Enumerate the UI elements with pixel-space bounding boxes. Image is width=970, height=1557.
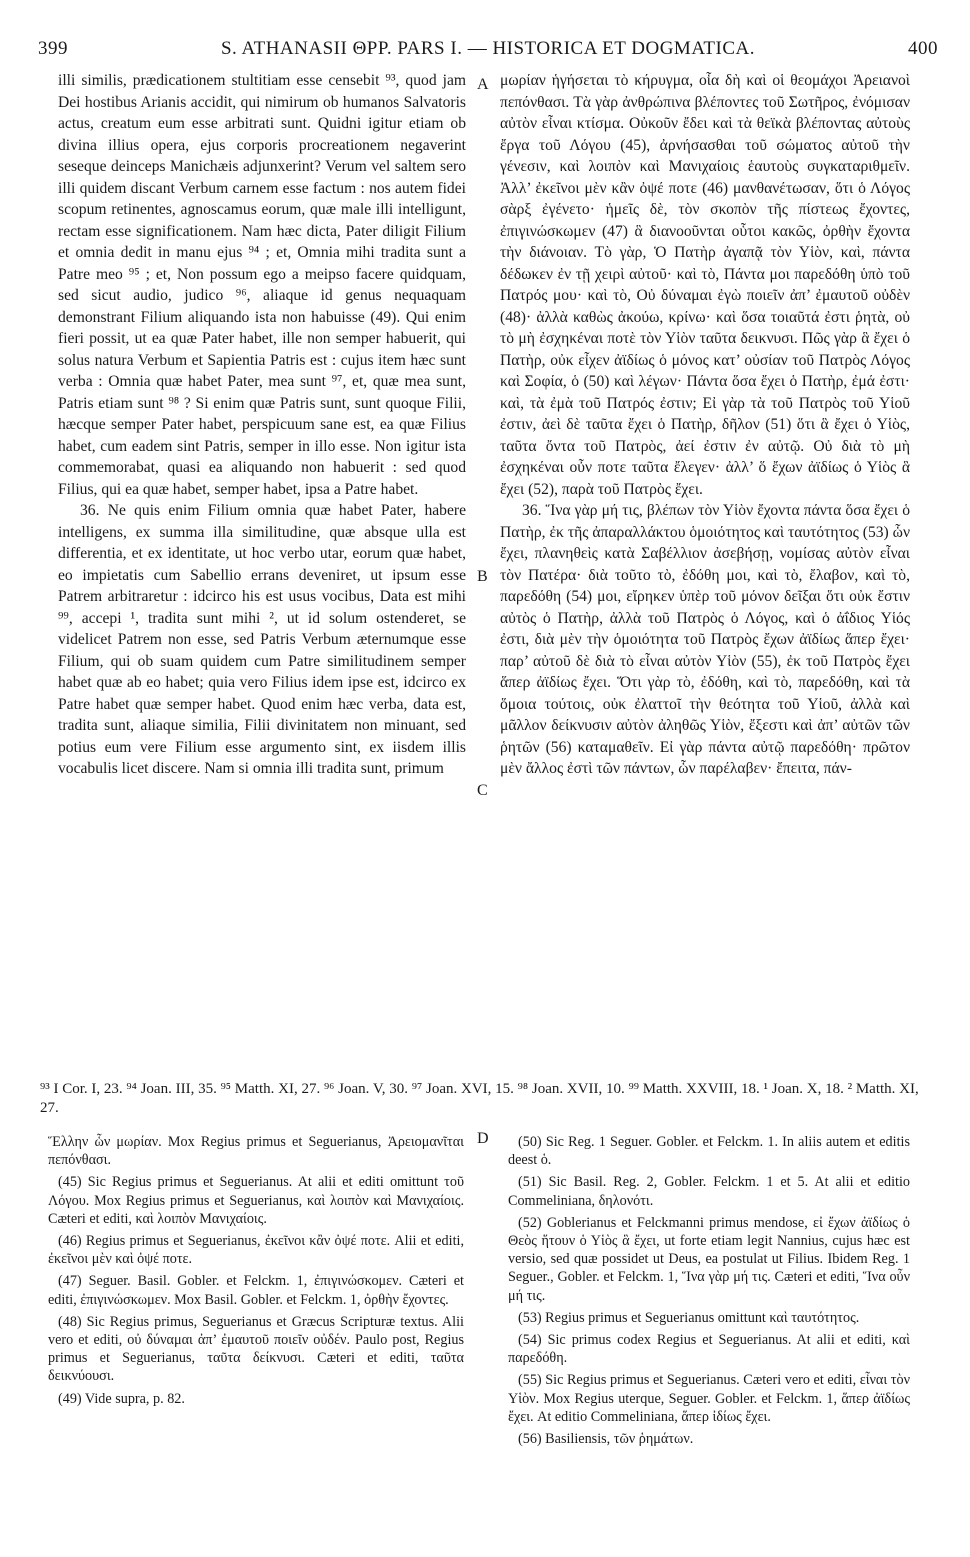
- note-right-51: (51) Sic Basil. Reg. 2, Gobler. Felckm. 1 et 5. At alii et editio Commeliniana, δηλονότι.: [508, 1174, 910, 1209]
- note-left-48: (48) Sic Regius primus, Seguerianus et Græcus Scripturæ textus. Alii vero et editi, οὐ δύναμαι ἀπ’ ἐμαυτοῦ ποιεῖν οὐδέν. Paulo post, Regius primus et Seguerianus, ταῦτα δείκνυσι. Cæteri et editi, ταῦτα δεικνύουσι.: [48, 1313, 464, 1385]
- greek-paragraph-1: μωρίαν ἡγήσεται τὸ κήρυγμα, οἷα δὴ καὶ οἱ θεομάχοι Ἀρειανοὶ πεπόνθασι. Τὰ γὰρ ἀνθρώπινα βλέποντες τοῦ Σωτῆρος, ἐνόμισαν αὐτὸν εἶναι κτίσμα. Οὐκοῦν ἔδει καὶ τὰ θεϊκὰ βλέποντας αὐτοὺς ἔργα τοῦ Λόγου (45), ἀρνήσασθαι τοῦ σώματος αὐτοῦ τὴν γένεσιν, καὶ λοιπὸν καὶ Μανιχαίοις ἑαυτοὺς συγκαταριθμεῖν. Ἀλλ’ ἐκεῖνοι μὲν κἂν ὀψέ ποτε (46) μανθανέτωσαν, ὅτι ὁ Λόγος σὰρξ ἐγένετο· ἡμεῖς δὲ, τὸν σκοπὸν τῆς πίστεως ἔχοντες, ἐπιγινώσκωμεν (47) ἃ διανοοῦνται οὗτοι κακῶς, ὀρθὴν ἔχοντα τὴν διάνοιαν. Τὸ γὰρ, Ὁ Πατὴρ ἀγαπᾷ τὸν Υἱὸν, καὶ, πάντα δέδωκεν ἐν τῇ χειρὶ αὐτοῦ· καὶ τὸ, Πάντα μοι παρεδόθη ὑπὸ τοῦ Πατρός μου· καὶ τὸ, Οὐ δύναμαι ἐγὼ ποιεῖν ἀπ’ ἐμαυτοῦ οὐδὲν (48)· ἀλλὰ καθὼς ἀκούω, κρίνω· καὶ ὅσα τοιαῦτά ἐστι ῥητὰ, οὐ τὸ μὴ ἐσχηκέναι ποτὲ τὸν Υἱὸν ταῦτα δεικνυσι. Πῶς γὰρ ἃ ἔχει ὁ Πατὴρ, οὐκ εἶχεν ἀϊδίως ὁ μόνος κατ’ οὐσίαν τοῦ Πατρὸς Λόγος καὶ Σοφία, ὁ (50) καὶ λέγων· Πάντα ὅσα ἔχει ὁ Πατὴρ, ἐμά ἐστι· καὶ, τὰ ἐμὰ τοῦ Πατρός ἐστιν; Εἰ γὰρ τὰ τοῦ Πατρὸς τοῦ Υἱοῦ ἐστιν, ἀεὶ δὲ ταῦτα ἔχει ὁ Πατὴρ, δῆλον (51) ὅτι ἃ ἔχει ὁ Υἱὸς, ταῦτα ὄντα τοῦ Πατρὸς, ἀεί ἐστιν ἐν αὐτῷ. Οὐ διὰ τὸ μὴ ἐσχηκέναι οὖν ποτε ταῦτα ἔλεγεν· ἀλλ’ ὅ ἔχων ἀϊδίως ὁ Υἱὸς ἃ ἔχει (52), παρὰ τοῦ Πατρὸς ἔχει.: [500, 72, 910, 498]
- note-left-46: (46) Regius primus et Seguerianus, ἐκεῖνοι κἂν ὀψέ ποτε. Alii et editi, ἐκεῖνοι μὲν καὶ ὀψέ ποτε.: [48, 1233, 464, 1268]
- note-left-0: Ἕλλην ὧν μωρίαν. Mox Regius primus et Seguerianus, Ἀρειομανῖται πεπόνθασι.: [48, 1134, 464, 1169]
- margin-mark-d: D: [477, 1130, 489, 1147]
- page-number-left: 399: [38, 38, 68, 59]
- notes-right-column: [508, 1133, 910, 1452]
- note-right-53: (53) Regius primus et Seguerianus omittunt καὶ ταυτότητος.: [518, 1309, 860, 1326]
- note-right-56: (56) Basiliensis, τῶν ῥημάτων.: [518, 1431, 694, 1448]
- note-left-47: (47) Seguer. Basil. Gobler. et Felckm. 1, ἐπιγινώσκομεν. Cæteri et editi, ἐπιγινώσκωμεν. Mox Basil. Gobler. et Felckm. 1, ὀρθὴν ἔχοντες.: [48, 1273, 464, 1308]
- note-left-49: (49) Vide supra, p. 82.: [58, 1390, 185, 1407]
- greek-column: [500, 70, 910, 780]
- latin-paragraph-1: illi similis, prædicationem stultitiam esse censebit ⁹³, quod jam Dei hostibus Arianis accidit, qui nimirum ob humanos Salvatoris actus, creatum eum esse arbitrati sunt. Quidni igitur etiam ob divina illius opera, ejus corporis procreationem negaverint seseque deinceps Manichæis adjunxerint? Verum vel saltem sero illi quidem discant Verbum carnem esse factum : nos autem fidei scopum retinentes, agnoscamus eorum, quæ male illi intelligunt, rectam esse significationem. Nam hæc dicta, Pater diligit Filium et omnia dedit in manu ejus ⁹⁴ ; et, Omnia mihi tradita sunt a Patre meo ⁹⁵ ; et, Non possum ego a meipso facere quidquam, sed sicut audio, judico ⁹⁶, aliaque id genus nequaquam demonstrant Filium aliquando ista non habuisse (49). Qui enim fieri possit, ut ea quæ Pater habet, ille non semper habuerit, qui solus natura Verbum et Sapientia Patris est : cujus item hæc sunt verba : Omnia quæ habet Pater, mea sunt ⁹⁷, et, quæ mea sunt, Patris etiam sunt ⁹⁸ ? Si enim quæ Patris sunt, sunt quoque Filii, hæcque semper Pater habet, perspicuum sane est, ea quæ Filius habet, cum eadem sint Patris, semper in illo esse. Non igitur ista commemorabat, quasi ea aliquando non habuerit : sed quod Filius, qui ea quæ habet, semper habet, ipsa a Patre habet.: [58, 72, 466, 498]
- page-header: [38, 38, 938, 68]
- note-left-45: (45) Sic Regius primus et Seguerianus. At alii et editi omittunt τοῦ Λόγου. Mox Regius primus et Seguerianus, καὶ λοιπὸν καὶ Μανιχαίοις. Cæteri et editi, καὶ λοιπὸν Μανιχαίοις.: [48, 1174, 464, 1227]
- latin-paragraph-2: 36. Ne quis enim Filium omnia quæ habet Pater, habere intelligens, ex summa illa similitudine, quæ absque ulla est differentia, et ex identitate, ut hoc verbo utar, eorum quæ habet, eo impietatis cum Sabellio errans deveniret, ut ipsum esse Patrem arbitraretur : idcirco his est usus vocibus, Data est mihi ⁹⁹, accepi ¹, tradita sunt mihi ², ut id solum ostenderet, se videlicet Patrem non esse, sed Patris Verbum æternumque esse Filium, qui ob suam quidem cum Patre similitudinem semper habet quæ ab eo habet; quia vero Filius idem ipse est, idcirco ex Patre habet quæ semper habet. Quod enim hæc verba, data est, tradita sunt, aliaque similia, Filii divinitatem non minuant, sed potius eum vere Filium esse argumento sint, ex iisdem illis vocabulis licet discere. Nam si omnia illi tradita sunt, primum: [58, 502, 466, 777]
- margin-mark-c: C: [477, 782, 488, 799]
- latin-column: [58, 70, 466, 780]
- scripture-references: ⁹³ I Cor. I, 23. ⁹⁴ Joan. III, 35. ⁹⁵ Matth. XI, 27. ⁹⁶ Joan. V, 30. ⁹⁷ Joan. XVI, 15. ⁹⁸ Joan. XVII, 10. ⁹⁹ Matth. XXVIII, 18. ¹ Joan. X, 18. ² Matth. XI, 27.: [40, 1081, 919, 1116]
- greek-paragraph-2: 36. Ἵνα γὰρ μή τις, βλέπων τὸν Υἱὸν ἔχοντα πάντα ὅσα ἔχει ὁ Πατὴρ, ἐκ τῆς ἀπαραλλάκτου ὁμοιότητος καὶ ταυτότητος (53) ὧν ἔχει, πλανηθεὶς κατὰ Σαβέλλιον ἀσεβήσῃ, νομίσας αὐτὸν εἶναι τὸν Πατέρα· διὰ τοῦτο τὸ, ἐδόθη μοι, καὶ τὸ, ἔλαβον, καὶ τὸ, παρεδόθη (54) μοι, εἴρηκεν ὑπὲρ τοῦ μόνον δεῖξαι ὅτι οὐκ ἔστιν αὐτὸς ὁ Πατὴρ, ἀλλὰ τοῦ Πατρὸς ὁ Λόγος, καὶ ὁ ἀΐδιος Υἱός ἐστι, διὰ μὲν τὴν ὁμοιότητα τοῦ Πατρὸς ἔχων ἀϊδίως ἅπερ ἔχει· παρ’ αὐτοῦ δὲ διὰ τὸ εἶναι αὐτὸν Υἱὸν (55), ἐκ τοῦ Πατρὸς ἔχει ἅπερ ἀϊδίως ἔχει. Ὅτι γὰρ τὸ, ἐδόθη, καὶ τὸ, παρεδόθη, καὶ τὰ ὅμοια τούτοις, οὐκ ἐλαττοῖ τὴν θεότητα τοῦ Υἱοῦ, ἀλλὰ καὶ μᾶλλον δείκνυσιν αὐτὸν ἀληθῶς Υἱὸν, ἔξεστι καὶ ἀπ’ αὐτῶν τῶν ῥητῶν (56) καταμαθεῖν. Εἰ γὰρ πάντα αὐτῷ παρεδόθη· πρῶτον μὲν ἄλλος ἐστὶ τῶν πάντων, ὧν παρέλαβεν· ἔπειτα, πάν-: [500, 502, 910, 777]
- margin-mark-b: B: [477, 568, 488, 585]
- note-right-52: (52) Goblerianus et Felckmanni primus mendose, εἰ ἔχων ἀϊδίως ὁ Θεὸς ἥτουν ὁ Υἱὸς ἃ ἔχει, ut forte etiam legit Nannius, cujus hæc est versio, sed quæ possidet ut Deus, ea postulat ut Filius. Ibidem Reg. 1 Seguer., Gobler. et Felckm. 1, Ἵνα γὰρ μή τις. Cæteri et editi, Ἵνα οὖν μή τις.: [508, 1214, 910, 1304]
- margin-mark-a: A: [477, 76, 489, 93]
- note-right-54: (54) Sic primus codex Regius et Seguerianus. At alii et editi, καὶ παρεδόθη.: [508, 1332, 910, 1367]
- running-title: S. ATHANASII ΘΡΡ. PARS I. — HISTORICA ET DOGMATICA.: [220, 38, 756, 59]
- notes-left-column: [48, 1133, 464, 1412]
- note-right-50: (50) Sic Reg. 1 Seguer. Gobler. et Felckm. 1. In aliis autem et editis deest ὁ.: [508, 1134, 910, 1169]
- note-right-55: (55) Sic Regius primus et Seguerianus. Cæteri vero et editi, εἶναι τὸν Υἱὸν. Mox Regius uterque, Seguer. Gobler. et Felckm. 1, ἅπερ ἀϊδίως ἔχει. At editio Commeliniana, ἅπερ ἰδίως ἔχει.: [508, 1372, 910, 1425]
- page-number-right: 400: [908, 38, 938, 59]
